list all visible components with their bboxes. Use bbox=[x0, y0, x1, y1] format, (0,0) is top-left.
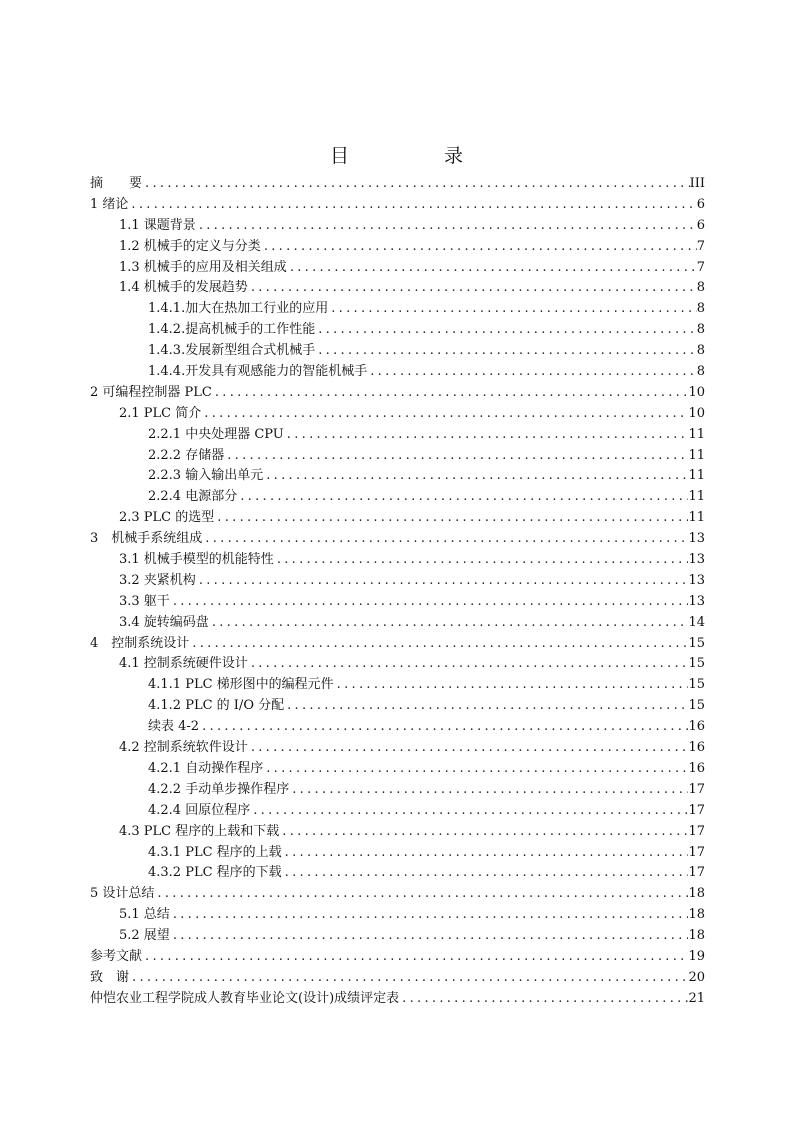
toc-entry-title: 3 机械手系统组成 bbox=[90, 531, 203, 547]
toc-leader-dots bbox=[189, 634, 688, 655]
toc-entry-title: 1.4.1.加大在热加工行业的应用 bbox=[148, 301, 329, 317]
toc-entry-title: 1.3 机械手的应用及相关组成 bbox=[119, 259, 287, 275]
toc-entry[interactable] bbox=[0, 550, 793, 571]
toc-entry[interactable] bbox=[0, 278, 793, 299]
toc-page-number: 15 bbox=[688, 635, 705, 651]
toc-leader-dots bbox=[287, 258, 697, 279]
toc-page-number: 15 bbox=[688, 656, 705, 672]
toc-entry[interactable] bbox=[0, 216, 793, 237]
toc-entry-title: 5.2 展望 bbox=[119, 928, 170, 944]
toc-leader-dots bbox=[334, 675, 689, 696]
toc-page-number: 8 bbox=[696, 322, 705, 338]
toc-leader-dots bbox=[274, 550, 689, 571]
toc-page-number: 18 bbox=[688, 907, 705, 923]
toc-entry[interactable] bbox=[0, 613, 793, 634]
toc-entry[interactable] bbox=[0, 466, 793, 487]
toc-entry[interactable] bbox=[0, 801, 793, 822]
toc-page-number: III bbox=[689, 176, 705, 191]
toc-page-number: 8 bbox=[696, 364, 705, 380]
toc-entry[interactable] bbox=[0, 299, 793, 320]
toc-entry-title: 4.1 控制系统硬件设计 bbox=[119, 656, 248, 672]
toc-entry-title: 4.3 PLC 程序的上载和下载 bbox=[119, 823, 280, 839]
toc-entry-title: 1.2 机械手的定义与分类 bbox=[119, 238, 261, 254]
toc-page-number: 11 bbox=[688, 489, 705, 505]
toc-page-number: 11 bbox=[688, 447, 705, 463]
toc-page-number: 6 bbox=[696, 196, 705, 212]
toc-page-number: 11 bbox=[688, 468, 705, 484]
page-title: 目 录 bbox=[329, 145, 501, 167]
toc-leader-dots bbox=[261, 237, 697, 258]
toc-page-number: 19 bbox=[688, 948, 705, 964]
toc-entry-title: 3.4 旋转编码盘 bbox=[119, 614, 209, 630]
toc-page-number: 17 bbox=[688, 781, 705, 797]
toc-page-number: 11 bbox=[688, 426, 705, 442]
toc-entry-title: 2.2.3 输入输出单元 bbox=[148, 468, 264, 484]
toc-entry-title: 3.2 夹紧机构 bbox=[119, 572, 196, 588]
toc-entry[interactable] bbox=[0, 174, 793, 195]
toc-page-number: 8 bbox=[696, 301, 705, 317]
toc-entry-title: 参考文献 bbox=[90, 948, 143, 964]
toc-entry-title: 4.2.1 自动操作程序 bbox=[148, 760, 264, 776]
toc-page-number: 16 bbox=[688, 719, 705, 735]
toc-entry[interactable] bbox=[0, 258, 793, 279]
toc-entry-title: 1.4.4.开发具有观感能力的智能机械手 bbox=[148, 364, 368, 380]
table-of-contents bbox=[0, 174, 793, 1010]
toc-leader-dots bbox=[248, 654, 689, 675]
toc-entry-title: 5 设计总结 bbox=[90, 886, 155, 902]
toc-entry-title: 1.4.2.提高机械手的工作性能 bbox=[148, 322, 316, 338]
toc-entry[interactable] bbox=[0, 675, 793, 696]
toc-entry[interactable] bbox=[0, 571, 793, 592]
toc-page-number: 10 bbox=[688, 384, 705, 400]
toc-entry[interactable] bbox=[0, 654, 793, 675]
toc-leader-dots bbox=[170, 926, 689, 947]
toc-page-number: 7 bbox=[696, 238, 705, 254]
toc-entry[interactable] bbox=[0, 487, 793, 508]
toc-entry-title: 3.3 躯干 bbox=[119, 593, 170, 609]
toc-leader-dots bbox=[328, 299, 697, 320]
toc-page-number: 11 bbox=[688, 510, 705, 526]
toc-entry-title: 续表 4-2 bbox=[148, 719, 200, 735]
toc-leader-dots bbox=[128, 195, 696, 216]
toc-leader-dots bbox=[282, 843, 689, 864]
toc-entry-title: 5.1 总结 bbox=[119, 907, 170, 923]
toc-leader-dots bbox=[263, 466, 688, 487]
toc-page-number: 17 bbox=[688, 844, 705, 860]
toc-entry-title: 1.1 课题背景 bbox=[119, 217, 196, 233]
toc-leader-dots bbox=[250, 801, 688, 822]
toc-entry-title: 2.3 PLC 的选型 bbox=[119, 510, 215, 526]
toc-page-number: 16 bbox=[688, 760, 705, 776]
toc-leader-dots bbox=[282, 863, 689, 884]
toc-page-number: 21 bbox=[688, 990, 705, 1006]
toc-leader-dots bbox=[214, 508, 688, 529]
toc-leader-dots bbox=[196, 216, 697, 237]
toc-entry-title: 4 控制系统设计 bbox=[90, 635, 190, 651]
toc-entry-title: 4.2 控制系统软件设计 bbox=[119, 740, 248, 756]
toc-entry-title: 摘 要 bbox=[90, 176, 143, 191]
toc-entry[interactable] bbox=[0, 717, 793, 738]
toc-leader-dots bbox=[315, 320, 697, 341]
toc-entry-title: 2.1 PLC 简介 bbox=[119, 405, 202, 421]
toc-entry[interactable] bbox=[0, 905, 793, 926]
toc-leader-dots bbox=[248, 278, 697, 299]
toc-leader-dots bbox=[237, 487, 688, 508]
toc-entry[interactable] bbox=[0, 738, 793, 759]
toc-entry[interactable] bbox=[0, 529, 793, 550]
toc-entry-title: 2.2.2 存储器 bbox=[148, 447, 225, 463]
toc-page-number: 15 bbox=[688, 677, 705, 693]
toc-leader-dots bbox=[170, 905, 689, 926]
toc-leader-dots bbox=[209, 613, 689, 634]
toc-leader-dots bbox=[129, 968, 688, 989]
toc-entry[interactable] bbox=[0, 759, 793, 780]
toc-entry-title: 4.1.2 PLC 的 I/O 分配 bbox=[148, 698, 285, 714]
toc-page-number: 14 bbox=[688, 614, 705, 630]
toc-entry[interactable] bbox=[0, 446, 793, 467]
toc-leader-dots bbox=[142, 947, 688, 968]
toc-entry[interactable] bbox=[0, 780, 793, 801]
toc-entry[interactable] bbox=[0, 968, 793, 989]
toc-entry[interactable] bbox=[0, 425, 793, 446]
toc-entry[interactable] bbox=[0, 320, 793, 341]
toc-entry-title: 2.2.1 中央处理器 CPU bbox=[148, 426, 284, 442]
toc-entry[interactable] bbox=[0, 195, 793, 216]
toc-page-number: 13 bbox=[688, 593, 705, 609]
toc-leader-dots bbox=[248, 738, 689, 759]
toc-leader-dots bbox=[289, 780, 688, 801]
toc-entry[interactable] bbox=[0, 634, 793, 655]
toc-leader-dots bbox=[142, 174, 690, 195]
toc-entry[interactable] bbox=[0, 237, 793, 258]
toc-entry[interactable] bbox=[0, 884, 793, 905]
toc-entry-title: 1.4.3.发展新型组合式机械手 bbox=[148, 343, 316, 359]
toc-page-number: 13 bbox=[688, 531, 705, 547]
toc-entry[interactable] bbox=[0, 696, 793, 717]
toc-leader-dots bbox=[212, 383, 689, 404]
toc-page-number: 15 bbox=[688, 698, 705, 714]
toc-leader-dots bbox=[154, 884, 688, 905]
toc-page-number: 16 bbox=[688, 740, 705, 756]
toc-entry[interactable] bbox=[0, 989, 793, 1010]
toc-entry-title: 仲恺农业工程学院成人教育毕业论文(设计)成绩评定表 bbox=[90, 990, 400, 1006]
toc-entry-title: 致 谢 bbox=[90, 969, 130, 985]
toc-page-number: 18 bbox=[688, 886, 705, 902]
toc-entry[interactable] bbox=[0, 341, 793, 362]
toc-entry[interactable] bbox=[0, 404, 793, 425]
toc-entry-title: 4.2.4 回原位程序 bbox=[148, 802, 251, 818]
toc-entry[interactable] bbox=[0, 383, 793, 404]
toc-entry-title: 4.3.2 PLC 程序的下载 bbox=[148, 865, 282, 881]
toc-page-number: 10 bbox=[688, 405, 705, 421]
toc-page-number: 18 bbox=[688, 928, 705, 944]
toc-entry-title: 3.1 机械手模型的机能特性 bbox=[119, 552, 274, 568]
toc-page-number: 6 bbox=[696, 217, 705, 233]
toc-leader-dots bbox=[399, 989, 688, 1010]
toc-entry-title: 2.2.4 电源部分 bbox=[148, 489, 238, 505]
toc-page-number: 17 bbox=[688, 865, 705, 881]
toc-page-number: 20 bbox=[688, 969, 705, 985]
toc-leader-dots bbox=[170, 592, 689, 613]
toc-leader-dots bbox=[201, 404, 688, 425]
toc-page-number: 8 bbox=[696, 280, 705, 296]
toc-entry[interactable] bbox=[0, 863, 793, 884]
toc-page-number: 13 bbox=[688, 572, 705, 588]
toc-entry[interactable] bbox=[0, 822, 793, 843]
toc-leader-dots bbox=[367, 362, 697, 383]
toc-entry[interactable] bbox=[0, 926, 793, 947]
toc-entry-title: 4.2.2 手动单步操作程序 bbox=[148, 781, 290, 797]
toc-entry[interactable] bbox=[0, 362, 793, 383]
toc-leader-dots bbox=[263, 759, 688, 780]
toc-page-number: 13 bbox=[688, 552, 705, 568]
toc-leader-dots bbox=[196, 571, 689, 592]
toc-entry[interactable] bbox=[0, 508, 793, 529]
toc-entry-title: 1 绪论 bbox=[90, 196, 129, 212]
toc-page-number: 17 bbox=[688, 823, 705, 839]
toc-entry[interactable] bbox=[0, 843, 793, 864]
toc-leader-dots bbox=[284, 425, 689, 446]
toc-page-number: 7 bbox=[696, 259, 705, 275]
toc-entry-title: 4.3.1 PLC 程序的上载 bbox=[148, 844, 282, 860]
toc-entry[interactable] bbox=[0, 947, 793, 968]
toc-page-number: 8 bbox=[696, 343, 705, 359]
toc-entry-title: 2 可编程控制器 PLC bbox=[90, 384, 212, 400]
toc-entry-title: 1.4 机械手的发展趋势 bbox=[119, 280, 248, 296]
toc-leader-dots bbox=[202, 529, 688, 550]
toc-leader-dots bbox=[224, 446, 688, 467]
toc-entry[interactable] bbox=[0, 592, 793, 613]
toc-leader-dots bbox=[279, 822, 688, 843]
toc-page-number: 17 bbox=[688, 802, 705, 818]
toc-entry-title: 4.1.1 PLC 梯形图中的编程元件 bbox=[148, 677, 334, 693]
toc-leader-dots bbox=[199, 717, 688, 738]
toc-leader-dots bbox=[315, 341, 697, 362]
toc-leader-dots bbox=[284, 696, 688, 717]
